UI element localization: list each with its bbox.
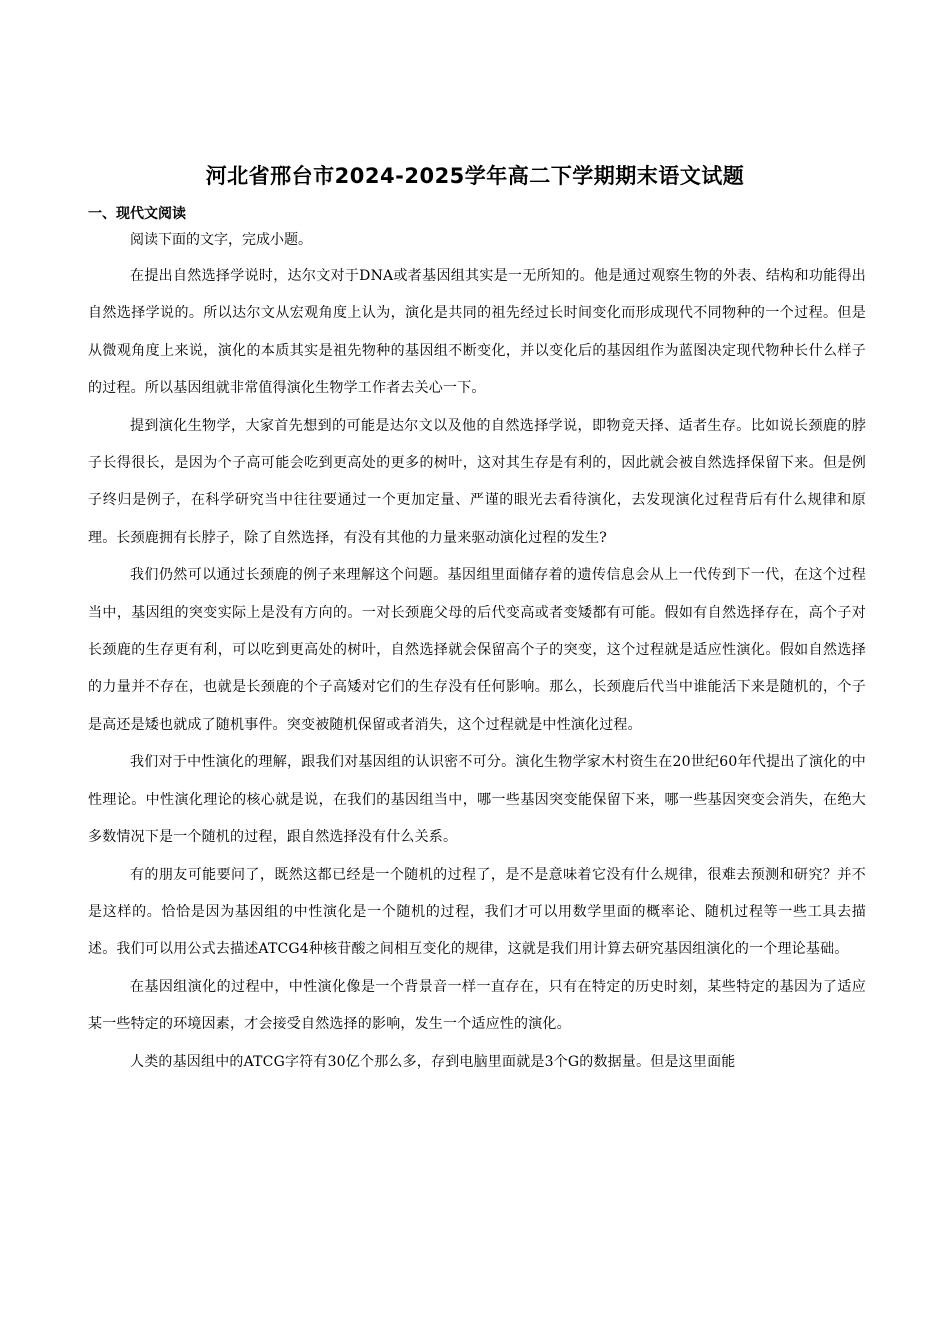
paragraph-3: 我们仍然可以通过长颈鹿的例子来理解这个问题。基因组里面储存着的遗传信息会从上一代传到下一代，在这个过程当中，基因组的突变实际上是没有方向的。一对长颈鹿父母的后代变高或者变矮都有可能。假如有自然选择存在，高个子对长颈鹿的生存更有利，可以吃到更高处的树叶，自然选择就会保留高个子的突变，这个过程就是适应性演化。假如自然选择的力量并不存在，也就是长颈鹿的个子高矮对它们的生存没有任何影响。那么，长颈鹿后代当中谁能活下来是随机的，个子是高还是矮也就成了随机事件。突变被随机保留或者消失，这个过程就是中性演化过程。 bbox=[88, 567, 866, 733]
paragraph-7: 人类的基因组中的ATCG字符有30亿个那么多，存到电脑里面就是3个G的数据量。但是这里面能 bbox=[130, 1053, 736, 1070]
paragraph-5: 有的朋友可能要问了，既然这都已经是一个随机的过程了，是不是意味着它没有什么规律，很难去预测和研究？并不是这样的。恰恰是因为基因组的中性演化是一个随机的过程，我们才可以用数学里面的概率论、随机过程等一些工具去描述。我们可以用公式去描述ATCG4种核苷酸之间相互变化的规律，这就是我们用计算去研究基因组演化的一个理论基础。 bbox=[88, 866, 866, 958]
paragraph-1: 在提出自然选择学说时，达尔文对于DNA或者基因组其实是一无所知的。他是通过观察生物的外表、结构和功能得出自然选择学说的。所以达尔文从宏观角度上认为，演化是共同的祖先经过长时间变化而形成现代不同物种的一个过程。但是从微观角度上来说，演化的本质其实是祖先物种的基因组不断变化，并以变化后的基因组作为蓝图决定现代物种长什么样子的过程。所以基因组就非常值得演化生物学工作者去关心一下。 bbox=[88, 268, 866, 397]
paragraph-4: 我们对于中性演化的理解，跟我们对基因组的认识密不可分。演化生物学家木村资生在20世纪60年代提出了演化的中性理论。中性演化理论的核心就是说，在我们的基因组当中，哪一些基因突变能保留下来，哪一些基因突变会消失，在绝大多数情况下是一个随机的过程，跟自然选择没有什么关系。 bbox=[88, 754, 866, 846]
reading-passage bbox=[88, 258, 866, 1081]
paragraph-2: 提到演化生物学，大家首先想到的可能是达尔文以及他的自然选择学说，即物竞天择、适者生存。比如说长颈鹿的脖子长得很长，是因为个子高可能会吃到更高处的更多的树叶，这对其生存是有利的，因此就会被自然选择保留下来。但是例子终归是例子，在科学研究当中往往要通过一个更加定量、严谨的眼光去看待演化，去发现演化过程背后有什么规律和原理。长颈鹿拥有长脖子，除了自然选择，有没有其他的力量来驱动演化过程的发生? bbox=[88, 417, 866, 546]
reading-instruction: 阅读下面的文字，完成小题。 bbox=[130, 232, 312, 248]
paragraph-6: 在基因组演化的过程中，中性演化像是一个背景音一样一直存在，只有在特定的历史时刻，某些特定的基因为了适应某一些特定的环境因素，才会接受自然选择的影响，发生一个适应性的演化。 bbox=[88, 978, 866, 1033]
document-title: 河北省邢台市2024-2025学年高二下学期期末语文试题 bbox=[205, 164, 745, 188]
section-heading: 一、现代文阅读 bbox=[88, 206, 186, 222]
